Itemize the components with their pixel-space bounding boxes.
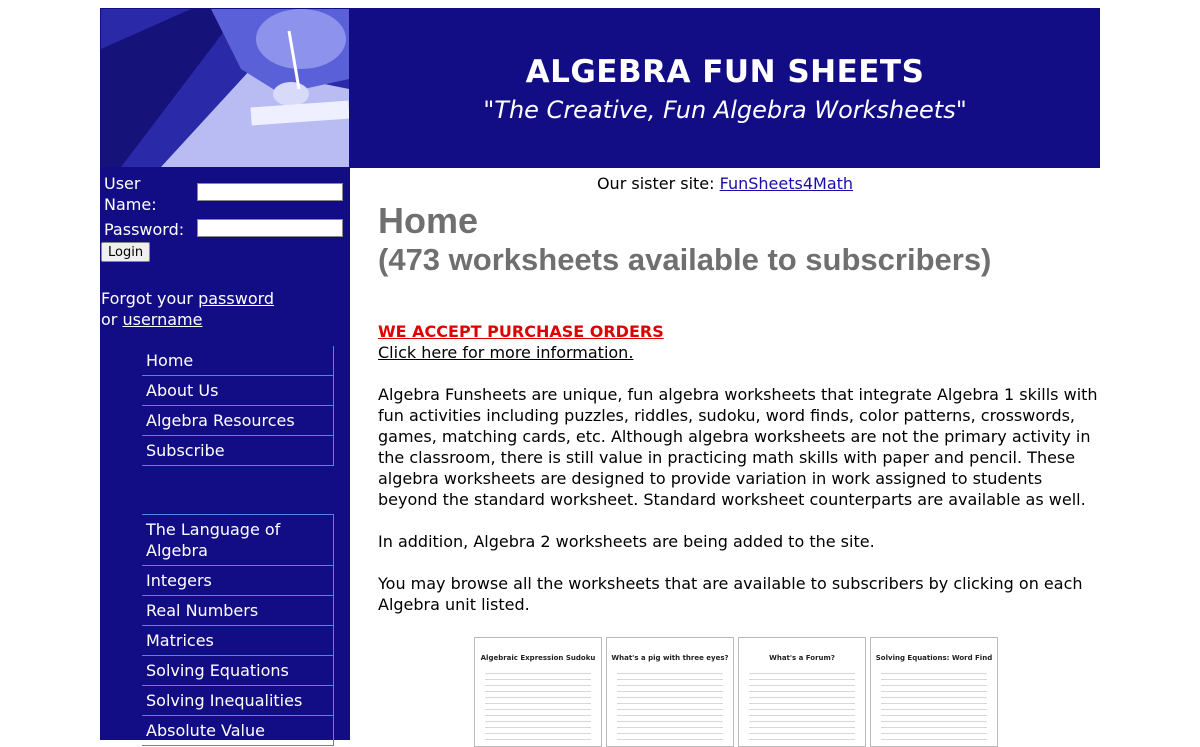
thumbnail-content <box>749 668 855 742</box>
nav-item-absolute-value[interactable]: Absolute Value <box>142 716 334 746</box>
intro-paragraph: Algebra Funsheets are unique, fun algebra worksheets that integrate Algebra 1 skills with fun activities including puzzles, riddles, sudoku, word finds, color patterns, crosswords, games, matching cards, etc. Although algebra worksheets are not the primary activity in the classroom, there is still value in practicing math skills with paper and pencil. These algebra worksheets are designed to provide variation in work assigned to students beyond the standard worksheet. Standard worksheet counterparts are available as well. <box>378 385 1098 509</box>
browse-paragraph: You may browse all the worksheets that are available to subscribers by clicking on each Algebra unit listed. <box>378 574 1083 614</box>
nav-item-solving-inequalities[interactable]: Solving Inequalities <box>142 686 334 716</box>
nav-item-integers[interactable]: Integers <box>142 566 334 596</box>
password-input[interactable] <box>197 219 343 237</box>
nav-item-about-us[interactable]: About Us <box>142 376 334 406</box>
forgot-prefix: Forgot your <box>101 289 193 308</box>
username-label: User Name: <box>104 174 157 214</box>
purchase-orders-link[interactable]: WE ACCEPT PURCHASE ORDERS <box>378 322 664 341</box>
site-tagline: "The Creative, Fun Algebra Worksheets" <box>483 96 967 124</box>
username-input[interactable] <box>197 183 343 201</box>
units-nav <box>142 514 334 746</box>
worksheet-thumbnail[interactable] <box>738 637 866 747</box>
nav-item-real-numbers[interactable]: Real Numbers <box>142 596 334 626</box>
worksheet-count: (473 worksheets available to subscribers) <box>378 242 992 277</box>
thumbnail-content <box>485 668 591 742</box>
sister-site-line <box>350 174 1100 193</box>
thumbnail-content <box>617 668 723 742</box>
page-title: Home <box>378 200 479 241</box>
algebra2-paragraph: In addition, Algebra 2 worksheets are being added to the site. <box>378 532 875 551</box>
sidebar <box>100 168 350 740</box>
thumbnail-title: Solving Equations: Word Find <box>875 654 993 662</box>
forgot-credentials <box>101 288 274 330</box>
nav-item-home[interactable]: Home <box>142 346 334 376</box>
nav-item-algebra-resources[interactable]: Algebra Resources <box>142 406 334 436</box>
worksheet-thumbnail[interactable] <box>870 637 998 747</box>
student-writing-illustration <box>101 9 349 167</box>
site-title: ALGEBRA FUN SHEETS <box>525 54 925 90</box>
worksheet-thumbnail[interactable] <box>606 637 734 747</box>
worksheet-thumbnail[interactable] <box>474 637 602 747</box>
main-content <box>350 168 1100 740</box>
nav-item-matrices[interactable]: Matrices <box>142 626 334 656</box>
nav-item-language-of-algebra[interactable]: The Language of Algebra <box>142 515 334 566</box>
thumbnail-title: Algebraic Expression Sudoku <box>480 654 596 662</box>
forgot-or: or <box>101 310 118 329</box>
thumbnail-title: What's a Forum? <box>769 654 835 662</box>
thumbnail-title: What's a pig with three eyes? <box>611 654 729 662</box>
forgot-username-link[interactable]: username <box>122 310 203 329</box>
thumbnail-content <box>881 668 987 742</box>
more-info-link[interactable]: Click here for more information. <box>378 343 634 362</box>
header-photo-student-writing <box>101 9 349 167</box>
site-header <box>100 8 1100 168</box>
nav-item-subscribe[interactable]: Subscribe <box>142 436 334 466</box>
password-label: Password: <box>104 220 185 239</box>
login-button[interactable]: Login <box>101 242 150 262</box>
sister-site-prefix: Our sister site: <box>596 174 715 193</box>
main-nav <box>142 346 334 466</box>
forgot-password-link[interactable]: password <box>198 289 275 308</box>
nav-item-solving-equations[interactable]: Solving Equations <box>142 656 334 686</box>
sister-site-link[interactable]: FunSheets4Math <box>719 174 854 193</box>
